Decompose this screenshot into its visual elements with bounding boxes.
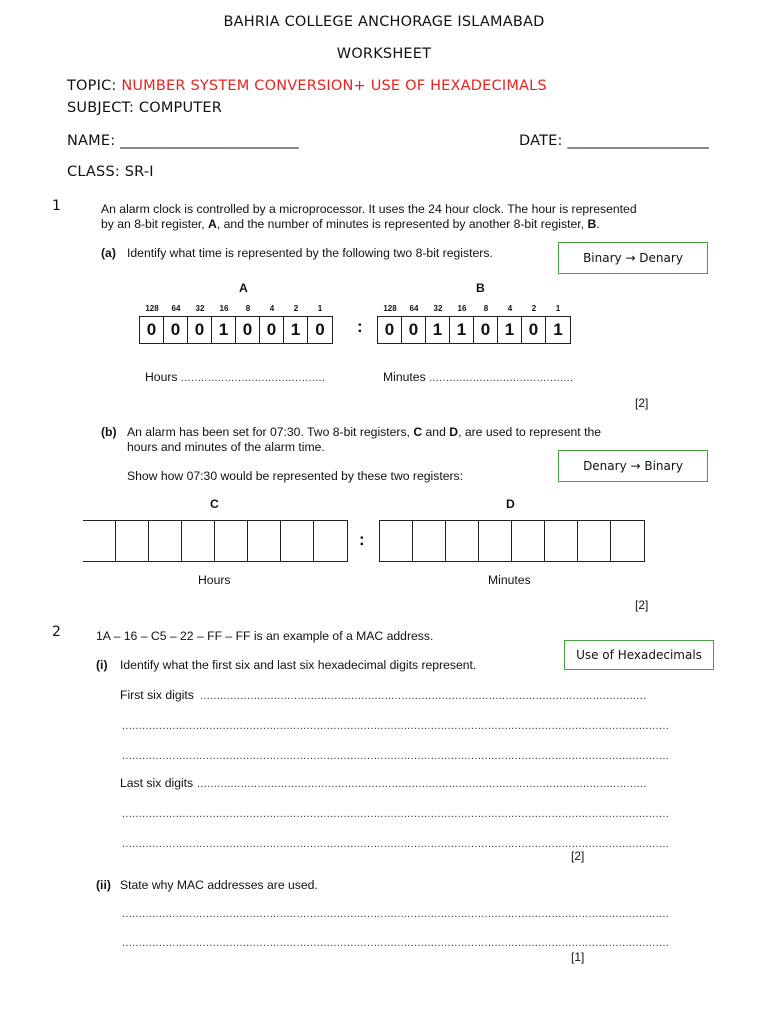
bit-cell: 0: [378, 317, 402, 343]
q1b-text: and: [422, 425, 450, 439]
register-b-place-values: [378, 304, 570, 313]
q2i-label: (i): [96, 658, 108, 672]
q1b-label: (b): [101, 425, 117, 439]
bit-cell: 1: [450, 317, 474, 343]
place-value: 32: [195, 304, 205, 313]
q1b-line-1: [127, 425, 601, 440]
empty-bit-cell[interactable]: [479, 521, 512, 561]
place-value: 1: [317, 304, 323, 313]
bit-cell: 0: [164, 317, 188, 343]
q1b-marks: [2]: [635, 598, 649, 612]
name-field: NAME: ________________________: [67, 133, 299, 149]
bit-cell: 0: [522, 317, 546, 343]
register-b-ref: B: [587, 217, 597, 231]
empty-bit-cell[interactable]: [149, 521, 182, 561]
place-value: 128: [383, 304, 397, 313]
bit-cell: 0: [140, 317, 164, 343]
place-value: 64: [171, 304, 181, 313]
register-c-ref: C: [413, 425, 423, 439]
bit-cell: 0: [315, 320, 325, 339]
empty-bit-cell[interactable]: [545, 521, 578, 561]
bit-cell: 1: [553, 320, 563, 339]
q1-intro-text: .: [596, 217, 600, 231]
answer-line[interactable]: .....................................................................................................................................: [200, 690, 647, 702]
empty-bit-cell[interactable]: [413, 521, 446, 561]
bit-cell: 0: [402, 317, 426, 343]
register-d-minutes-label: Minutes: [488, 573, 531, 587]
empty-bit-cell[interactable]: [578, 521, 611, 561]
question-1-number: 1: [52, 198, 61, 214]
empty-bit-cell[interactable]: [83, 521, 116, 561]
denary-to-binary-tag: Denary → Binary: [558, 450, 708, 482]
hours-label: Hours: [145, 370, 178, 384]
class-line: CLASS: SR-I: [67, 164, 154, 180]
q1b-text: , are used to represent the: [458, 425, 602, 439]
bit-cell: 1: [284, 317, 308, 343]
q2ii-text: State why MAC addresses are used.: [120, 878, 318, 892]
place-value: 16: [457, 304, 467, 313]
q1b-text: An alarm has been set for 07:30. Two 8-bit registers,: [127, 425, 414, 439]
q2ii-label: (ii): [96, 878, 111, 892]
minutes-label: Minutes: [383, 370, 426, 384]
date-field: DATE: ___________________: [519, 133, 709, 149]
empty-bit-cell[interactable]: [281, 521, 314, 561]
place-value: 8: [245, 304, 251, 313]
q1a-marks: [2]: [635, 396, 649, 410]
q1a-label: (a): [101, 246, 116, 260]
register-d-ref: D: [449, 425, 459, 439]
empty-bit-cell[interactable]: [512, 521, 545, 561]
q1-intro-line-2: [101, 217, 600, 232]
q1a-text: Identify what time is represented by the following two 8-bit registers.: [127, 246, 493, 260]
register-c-title: C: [210, 497, 219, 511]
register-a-title: A: [239, 281, 248, 295]
topic-value: NUMBER SYSTEM CONVERSION+ USE OF HEXADECIMALS: [121, 78, 547, 94]
q1-intro-text: , and the number of minutes is represented by another 8-bit register,: [216, 217, 588, 231]
empty-bit-cell[interactable]: [248, 521, 281, 561]
empty-bit-cell[interactable]: [380, 521, 413, 561]
topic-label: TOPIC:: [67, 78, 122, 94]
minutes-answer[interactable]: [383, 370, 573, 386]
answer-line[interactable]: ...................................................................................................................................................................: [122, 750, 670, 762]
q1b-line-2: hours and minutes of the alarm time.: [127, 440, 325, 454]
place-value: 16: [219, 304, 229, 313]
answer-line[interactable]: ...................................................................................................................................................................: [122, 937, 670, 949]
bit-cell: 0: [188, 317, 212, 343]
place-value: 1: [555, 304, 561, 313]
bit-cell: 1: [212, 317, 236, 343]
place-value: 2: [293, 304, 299, 313]
time-separator: :: [359, 530, 365, 549]
place-value: 32: [433, 304, 443, 313]
register-a-ref: A: [208, 217, 217, 231]
register-a-place-values: [140, 304, 332, 313]
q1-intro-line-1: An alarm clock is controlled by a microprocessor. It uses the 24 hour clock. The hour is represented: [101, 202, 637, 216]
register-b: [377, 316, 571, 344]
register-b-title: B: [476, 281, 485, 295]
empty-bit-cell[interactable]: [314, 521, 347, 561]
register-a: [139, 316, 333, 344]
minutes-answer-line: ...........................................: [429, 372, 574, 384]
place-value: 2: [531, 304, 537, 313]
binary-to-denary-tag: Binary → Denary: [558, 242, 708, 274]
empty-bit-cell[interactable]: [611, 521, 644, 561]
bit-cell: 0: [236, 317, 260, 343]
q1b-line-3: Show how 07:30 would be represented by these two registers:: [127, 469, 464, 483]
q2-intro: 1A – 16 – C5 – 22 – FF – FF is an example of a MAC address.: [96, 629, 434, 643]
answer-line[interactable]: ...................................................................................................................................................................: [122, 838, 670, 850]
place-value: 128: [145, 304, 159, 313]
first-six-label: First six digits: [120, 688, 194, 702]
place-value: 8: [483, 304, 489, 313]
q2i-marks: [2]: [571, 849, 585, 863]
topic-line: [67, 78, 547, 94]
empty-bit-cell[interactable]: [116, 521, 149, 561]
empty-bit-cell[interactable]: [446, 521, 479, 561]
answer-line[interactable]: ...................................................................................................................................................................: [122, 908, 670, 920]
answer-line[interactable]: ......................................................................................................................................: [197, 778, 647, 790]
bit-cell: 0: [474, 317, 498, 343]
hours-answer-line: ...........................................: [180, 372, 326, 384]
place-value: 64: [409, 304, 419, 313]
register-c-hours-label: Hours: [198, 573, 231, 587]
register-d[interactable]: [379, 520, 645, 562]
q2ii-marks: [1]: [571, 950, 585, 964]
time-separator: :: [357, 317, 363, 336]
answer-line[interactable]: ...................................................................................................................................................................: [122, 720, 670, 732]
q1-intro-text: by an 8-bit register,: [101, 217, 209, 231]
empty-bit-cell[interactable]: [215, 521, 248, 561]
last-six-label: Last six digits: [120, 776, 194, 790]
empty-bit-cell[interactable]: [182, 521, 215, 561]
answer-line[interactable]: ...................................................................................................................................................................: [122, 808, 670, 820]
q2i-text: Identify what the first six and last six hexadecimal digits represent.: [120, 658, 477, 672]
school-title: BAHRIA COLLEGE ANCHORAGE ISLAMABAD: [223, 14, 545, 30]
bit-cell: 1: [498, 317, 522, 343]
question-2-number: 2: [52, 624, 61, 640]
bit-cell: 1: [426, 317, 450, 343]
bit-cell: 0: [260, 317, 284, 343]
use-of-hexadecimals-tag: Use of Hexadecimals: [564, 640, 714, 670]
register-c[interactable]: [83, 520, 348, 562]
subject-line: SUBJECT: COMPUTER: [67, 100, 222, 116]
hours-answer[interactable]: [145, 370, 325, 386]
worksheet-title: WORKSHEET: [336, 46, 432, 62]
register-d-title: D: [506, 497, 515, 511]
place-value: 4: [269, 304, 275, 313]
place-value: 4: [507, 304, 513, 313]
